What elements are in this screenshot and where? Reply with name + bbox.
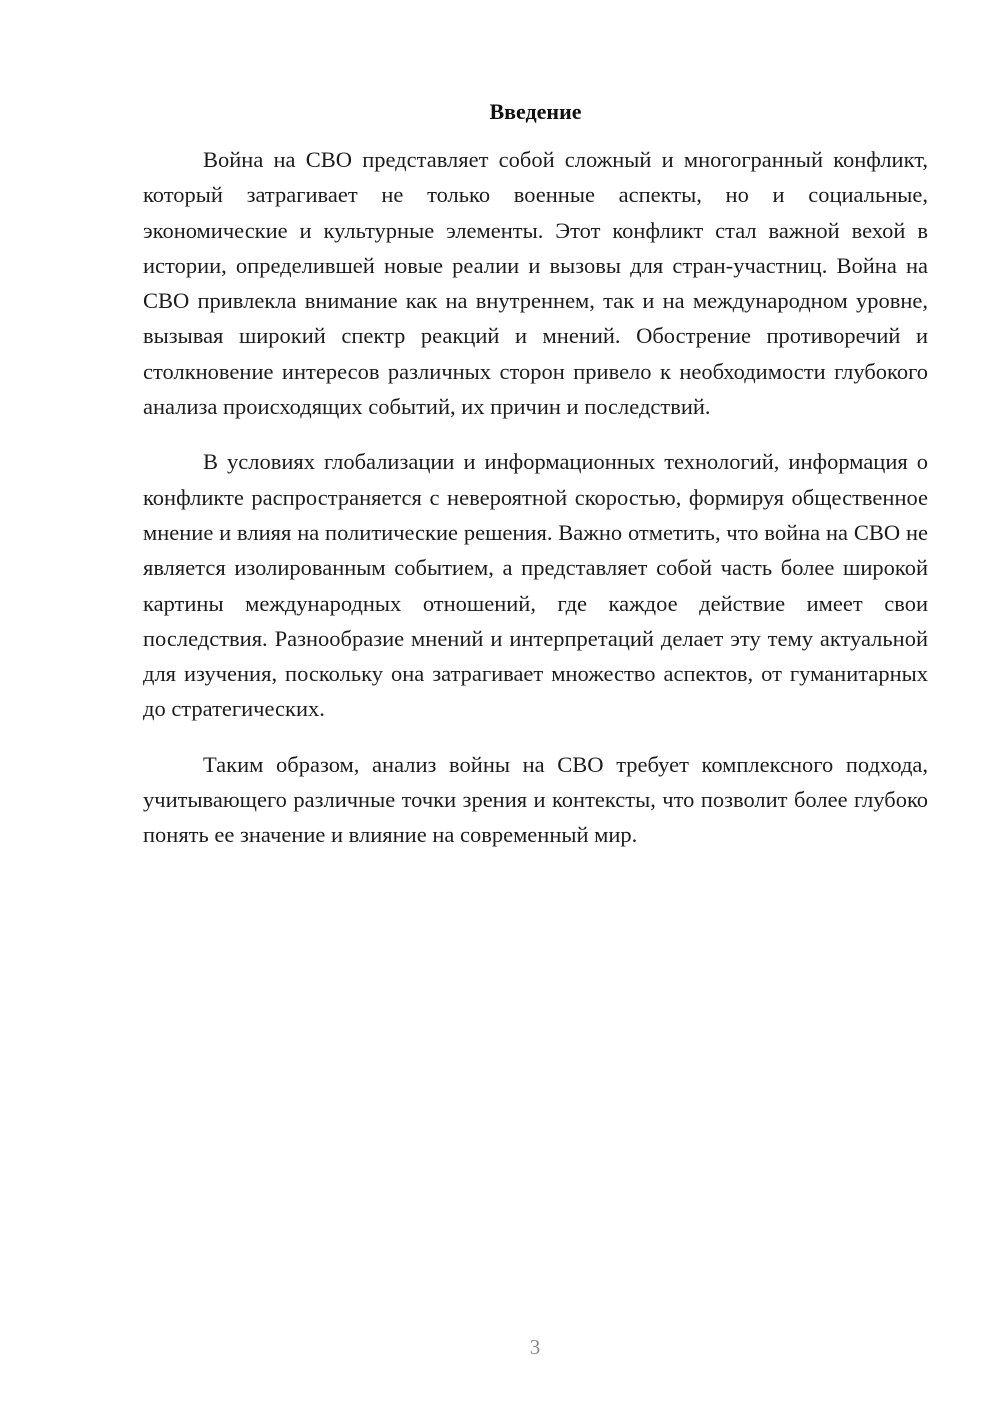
paragraph-1: Война на СВО представляет собой сложный и многогранный конфликт, который затрагивает не только военные аспекты, но и социальные, экономические и культурные элементы. Этот конфликт стал важной вехой в истории, определившей новые реалии и вызовы для стран-участниц. Война на СВО привлекла внимание как на внутреннем, так и на международном уровне, вызывая широкий спектр реакций и мнений. Обострение противоречий и столкновение интересов различных сторон привело к необходимости глубокого анализа происходящих событий, их причин и последствий. bbox=[143, 147, 928, 420]
paragraph-3: Таким образом, анализ войны на СВО требует комплексного подхода, учитывающего различные точки зрения и контексты, что позволит более глубоко понять ее значение и влияние на современный мир. bbox=[143, 751, 928, 848]
section-heading: Введение bbox=[489, 99, 582, 124]
body-text bbox=[143, 142, 928, 873]
paragraph-2: В условиях глобализации и информационных технологий, информация о конфликте распространяется с невероятной скоростью, формируя общественное мнение и влияя на политические решения. Важно отметить, что война на СВО не является изолированным событием, а представляет собой часть более широкой картины международных отношений, где каждое действие имеет свои последствия. Разнообразие мнений и интерпретаций делает эту тему актуальной для изучения, поскольку она затрагивает множество аспектов, от гуманитарных до стратегических. bbox=[143, 449, 928, 722]
page-number: 3 bbox=[529, 1335, 541, 1359]
